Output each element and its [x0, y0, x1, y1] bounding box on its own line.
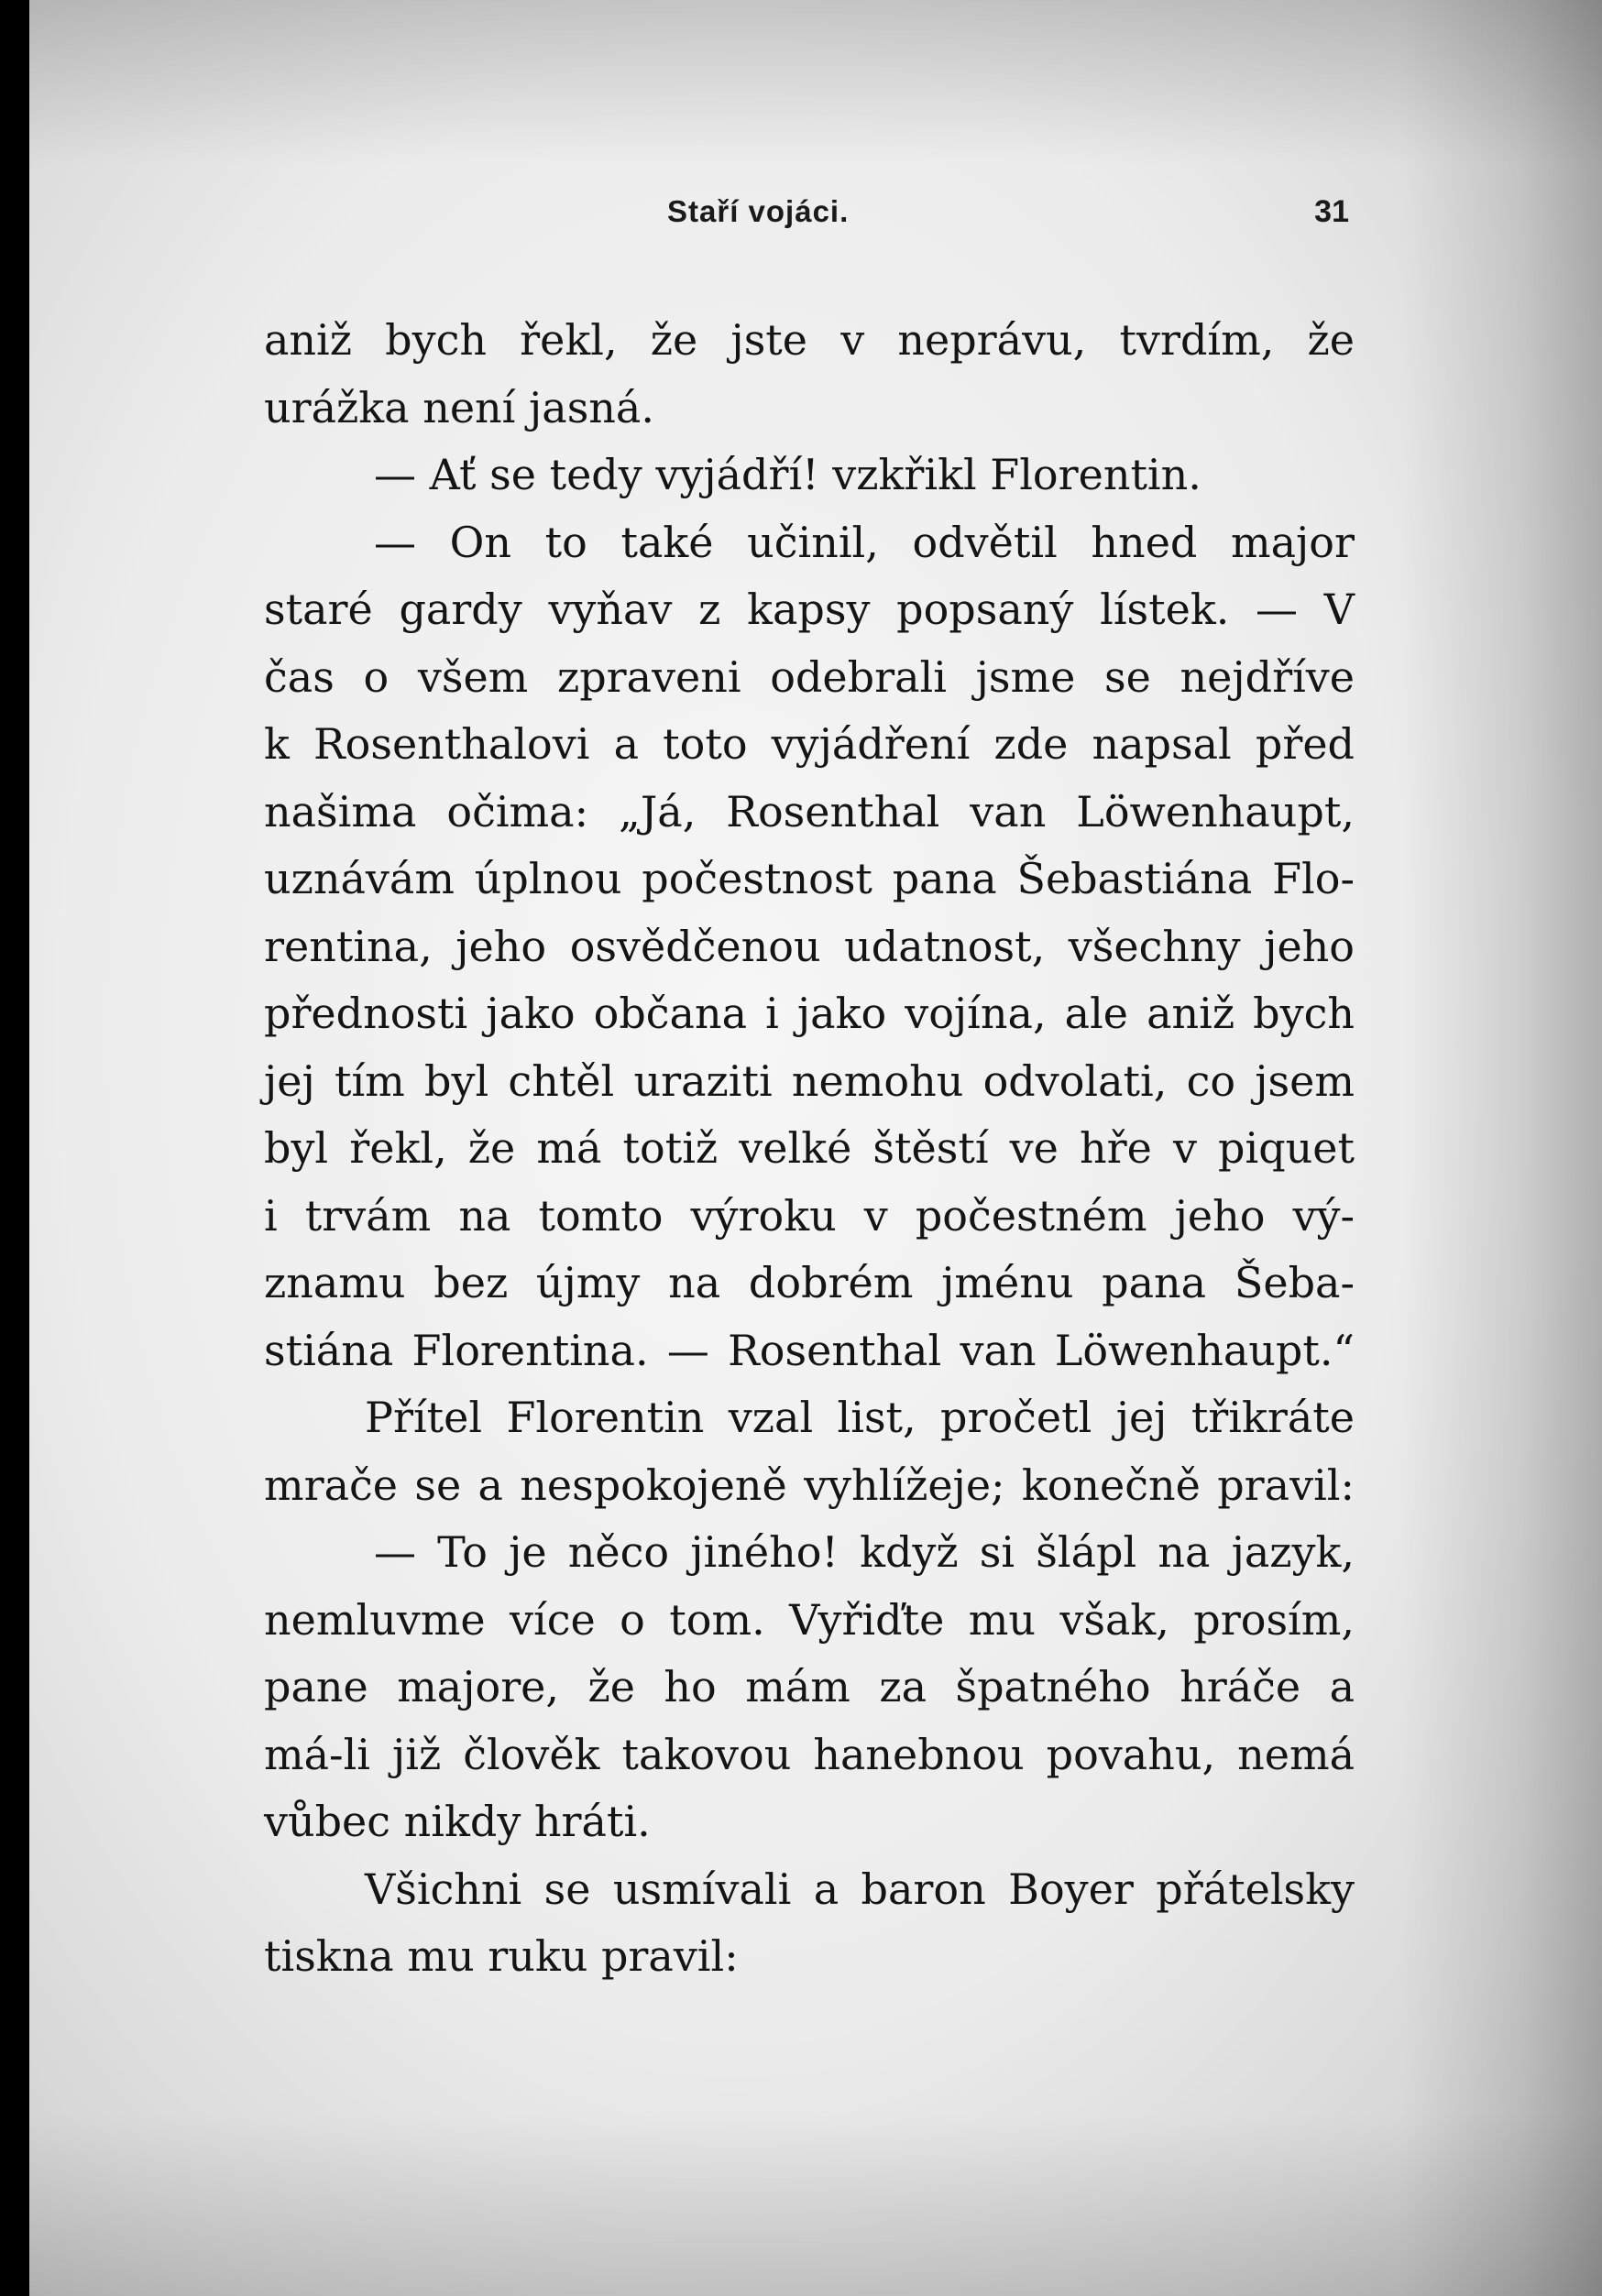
page-header [236, 194, 1349, 240]
text-line: mrače se a nespokojeně vyhlížeje; konečně pravil: [264, 1460, 1355, 1510]
text-line: staré gardy vyňav z kapsy popsaný lístek. — V [264, 585, 1355, 634]
text-line: jej tím byl chtěl uraziti nemohu odvolati, co jsem [264, 1055, 1355, 1106]
book-page [29, 0, 1602, 2296]
text-line: tiskna mu ruku pravil: [264, 1931, 739, 1981]
text-line: pane majore, že ho mám za špatného hráče a [264, 1662, 1355, 1711]
page-shadow-right [1400, 0, 1602, 2296]
text-line: rentina, jeho osvědčenou udatnost, všechny jeho [264, 921, 1355, 971]
running-title: Staří vojáci. [667, 194, 850, 228]
page-number: 31 [1314, 194, 1349, 229]
text-line: našima očima: „Já, Rosenthal van Löwenhaupt, [264, 786, 1355, 836]
page-shadow-bottom [29, 2113, 1602, 2296]
text-line: Přítel Florentin vzal list, pročetl jej třikráte [365, 1393, 1355, 1442]
text-line: má-li již člověk takovou hanebnou povahu, nemá [264, 1729, 1355, 1779]
text-line: vůbec nikdy hráti. [264, 1797, 651, 1846]
text-line: Všichni se usmívali a baron Boyer přátelsky [365, 1864, 1355, 1914]
text-line: aniž bych řekl, že jste v neprávu, tvrdím, že [264, 315, 1355, 365]
text-line: znamu bez újmy na dobrém jménu pana Šeba- [264, 1258, 1355, 1307]
text-line: byl řekl, že má totiž velké štěstí ve hře v piquet [264, 1123, 1355, 1173]
page-shadow-top [29, 0, 1602, 165]
text-line: přednosti jako občana i jako vojína, ale aniž bych [264, 989, 1355, 1038]
text-line: nemluvme více o tom. Vyřiďte mu však, prosím, [264, 1594, 1355, 1645]
text-line: i trvám na tomto výroku v počestném jeho vý- [264, 1190, 1355, 1241]
text-line: — On to také učinil, odvětil hned major [374, 517, 1355, 567]
text-line: uznávám úplnou počestnost pana Šebastiána Flo- [264, 854, 1355, 903]
text-line: — To je něco jiného! když si šlápl na jazyk, [374, 1527, 1355, 1577]
text-line: stiána Florentina. — Rosenthal van Löwenhaupt.“ [264, 1325, 1355, 1375]
text-line: k Rosenthalovi a toto vyjádření zde napsal před [264, 719, 1355, 769]
text-line: — Ať se tedy vyjádří! vzkřikl Florentin. [374, 450, 1202, 499]
body-text [264, 307, 1355, 1991]
text-line: urážka není jasná. [264, 382, 654, 432]
text-line: čas o všem zpraveni odebrali jsme se nejdříve [264, 651, 1355, 702]
